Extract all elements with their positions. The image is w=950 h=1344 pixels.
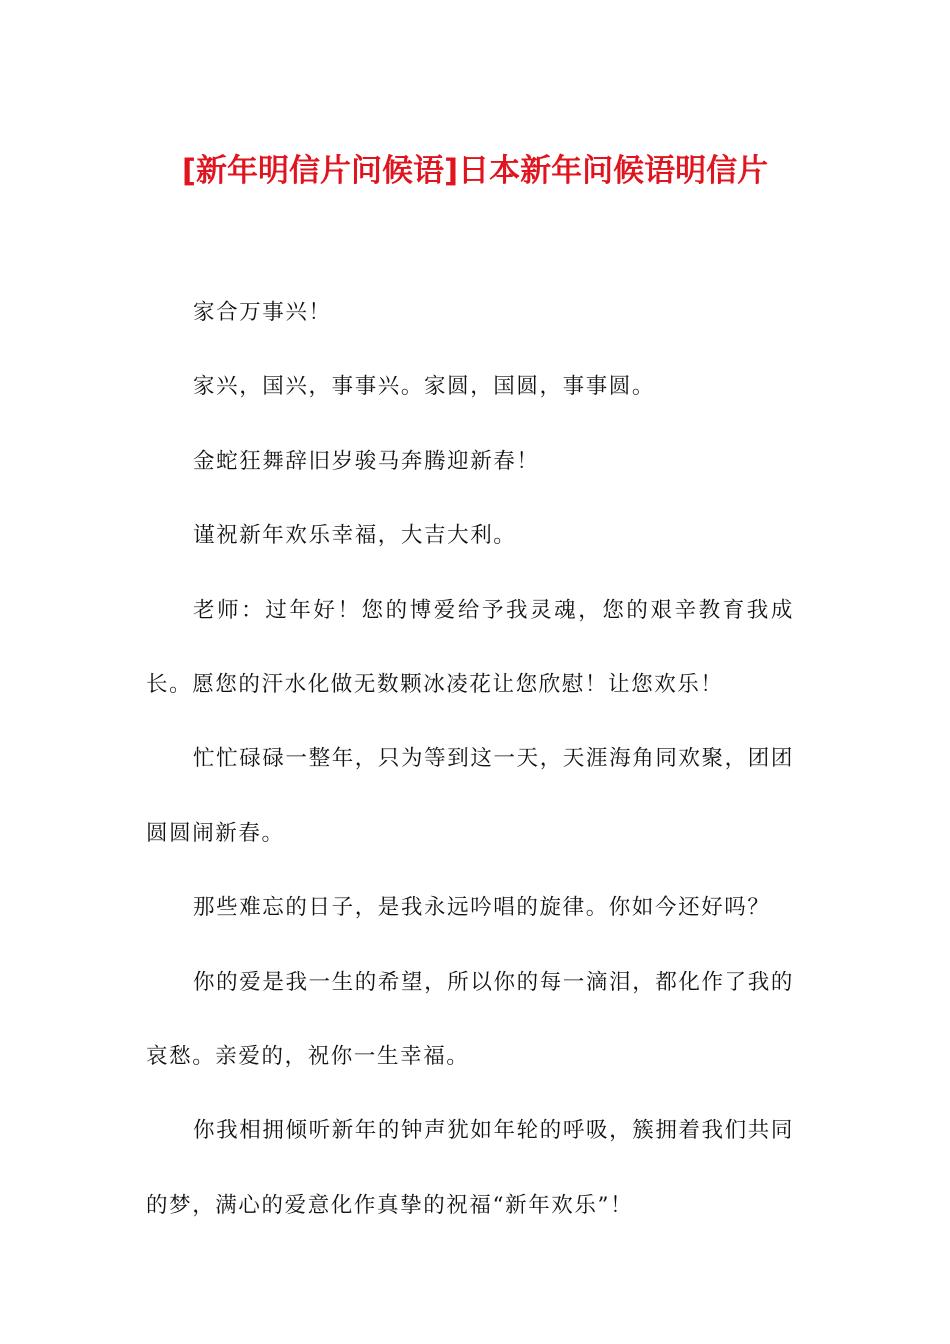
paragraph: 金蛇狂舞辞旧岁骏马奔腾迎新春！	[193, 448, 540, 474]
paragraph: 家合万事兴！	[193, 300, 332, 325]
document-title: [新年明信片问候语]日本新年问候语明信片	[181, 153, 769, 189]
paragraph: 忙忙碌碌一整年，只为等到这一天，天涯海角同欢聚，团团圆圆闹新春。	[146, 746, 794, 846]
paragraph: 谨祝新年欢乐幸福，大吉大利。	[193, 523, 517, 549]
paragraph: 家兴，国兴，事事兴。家圆，国圆，事事圆。	[193, 374, 656, 400]
paragraph: 你的爱是我一生的希望，所以你的每一滴泪，都化作了我的哀愁。亲爱的，祝你一生幸福。	[146, 969, 794, 1070]
paragraph: 你我相拥倾听新年的钟声犹如年轮的呼吸，簇拥着我们共同的梦，满心的爱意化作真挚的祝福“新年欢乐”！	[146, 1118, 794, 1218]
paragraph: 那些难忘的日子，是我永远吟唱的旋律。你如今还好吗？	[193, 895, 771, 921]
document-body	[146, 276, 794, 1243]
paragraph: 老师：过年好！您的博爱给予我灵魂，您的艰辛教育我成长。愿您的汗水化做无数颗冰凌花让您欣慰！让您欢乐！	[146, 597, 794, 698]
